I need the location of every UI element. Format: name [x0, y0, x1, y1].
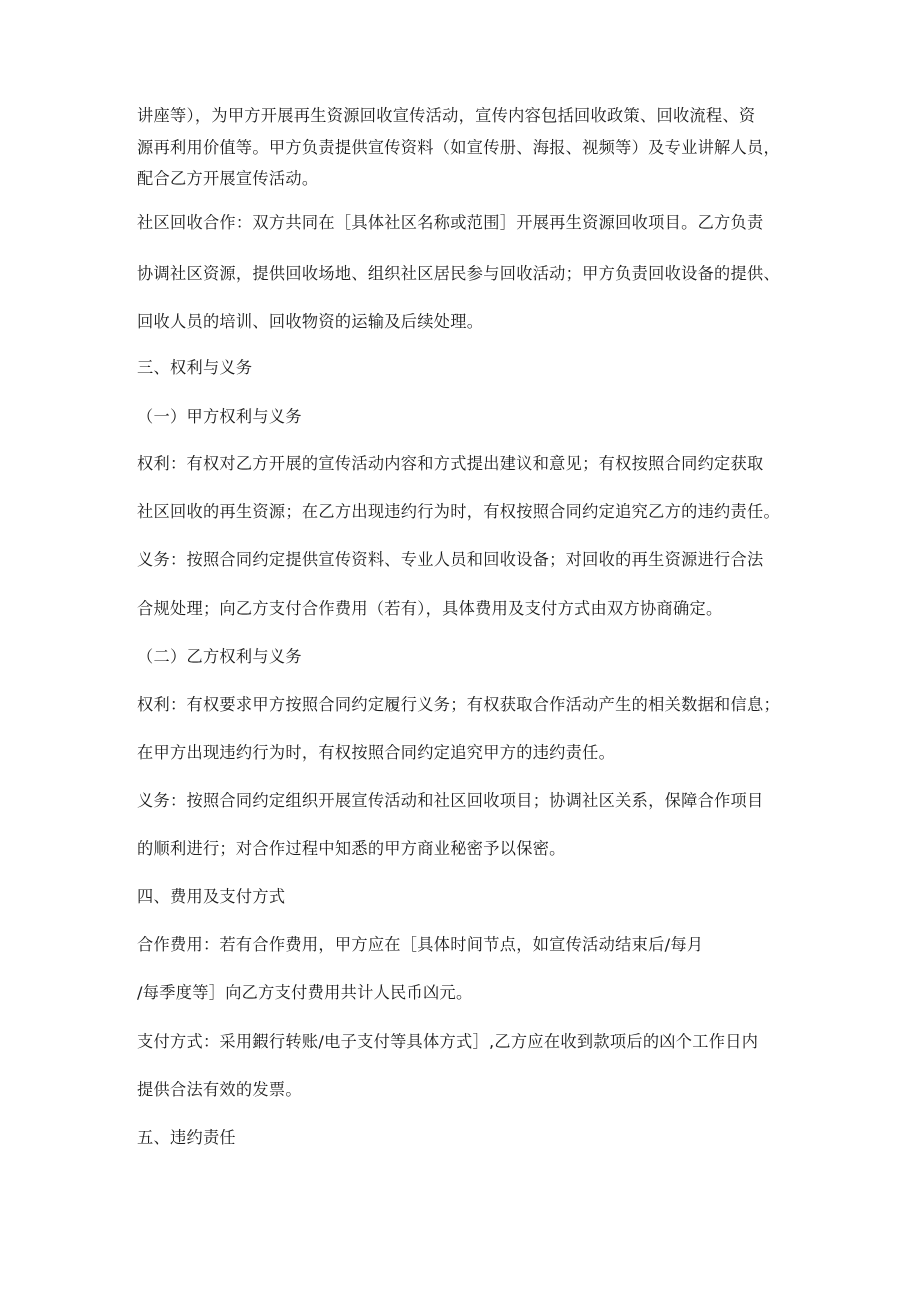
- body-text-line: 社区回收的再生资源；在乙方出现违约行为时，有权按照合同约定追究乙方的违约责任。: [137, 502, 781, 521]
- body-text-line: 义务：按照合同约定提供宣传资料、专业人员和回收设备；对回收的再生资源进行合法: [137, 550, 764, 569]
- body-text-line: 权利：有权要求甲方按照合同约定履行义务；有权获取合作活动产生的相关数据和信息；: [137, 695, 781, 714]
- body-text-line: 权利：有权对乙方开展的宣传活动内容和方式提出建议和意见；有权按照合同约定获取: [137, 454, 764, 473]
- section-heading: 三、权利与义务: [137, 358, 253, 377]
- body-text-line: 提供合法有效的发票。: [137, 1080, 302, 1099]
- body-text-line: 配合乙方开展宣传活动。: [137, 169, 319, 188]
- subsection-heading: （二）乙方权利与义务: [137, 647, 302, 666]
- body-text-line: 在甲方出现违约行为时，有权按照合同约定追究甲方的违约责任。: [137, 743, 616, 762]
- body-text-line: 合作费用：若有合作费用，甲方应在［具体时间节点，如宣传活动结束后/每月: [137, 935, 704, 954]
- body-text-line: 支付方式：采用鍜行转账/电子支付等具体方式］,乙方应在收到款项后的凶个工作日内: [137, 1032, 759, 1051]
- body-text-line: 社区回收合作：双方共同在［具体社区名称或范围］开展再生资源回收项目。乙方负责: [137, 213, 764, 232]
- subsection-heading: （一）甲方权利与义务: [137, 407, 302, 426]
- section-heading: 五、违约责任: [137, 1128, 236, 1147]
- section-heading: 四、费用及支付方式: [137, 887, 286, 906]
- body-text-line: 源再利用价值等。甲方负责提供宣传资料（如宣传册、海报、视频等）及专业讲解人员，: [137, 138, 781, 157]
- body-text-line: /每季度等］向乙方支付费用共计人民币凶元。: [137, 983, 473, 1002]
- body-text-line: 讲座等），为甲方开展再生资源回收宣传活动，宣传内容包括回收政策、回收流程、资: [137, 106, 756, 125]
- body-text-line: 合规处理；向乙方支付合作费用（若有），具体费用及支付方式由双方协商确定。: [137, 599, 723, 618]
- body-text-line: 协调社区资源，提供回收场地、组织社区居民参与回收活动；甲方负责回收设备的提供、: [137, 264, 781, 283]
- body-text-line: 义务：按照合同约定组织开展宣传活动和社区回收项目；协调社区关系，保障合作项目: [137, 791, 764, 810]
- body-text-line: 回收人员的培训、回收物资的运输及后续处理。: [137, 312, 484, 331]
- body-text-line: 的顺利进行；对合作过程中知悉的甲方商业秘密予以保密。: [137, 839, 566, 858]
